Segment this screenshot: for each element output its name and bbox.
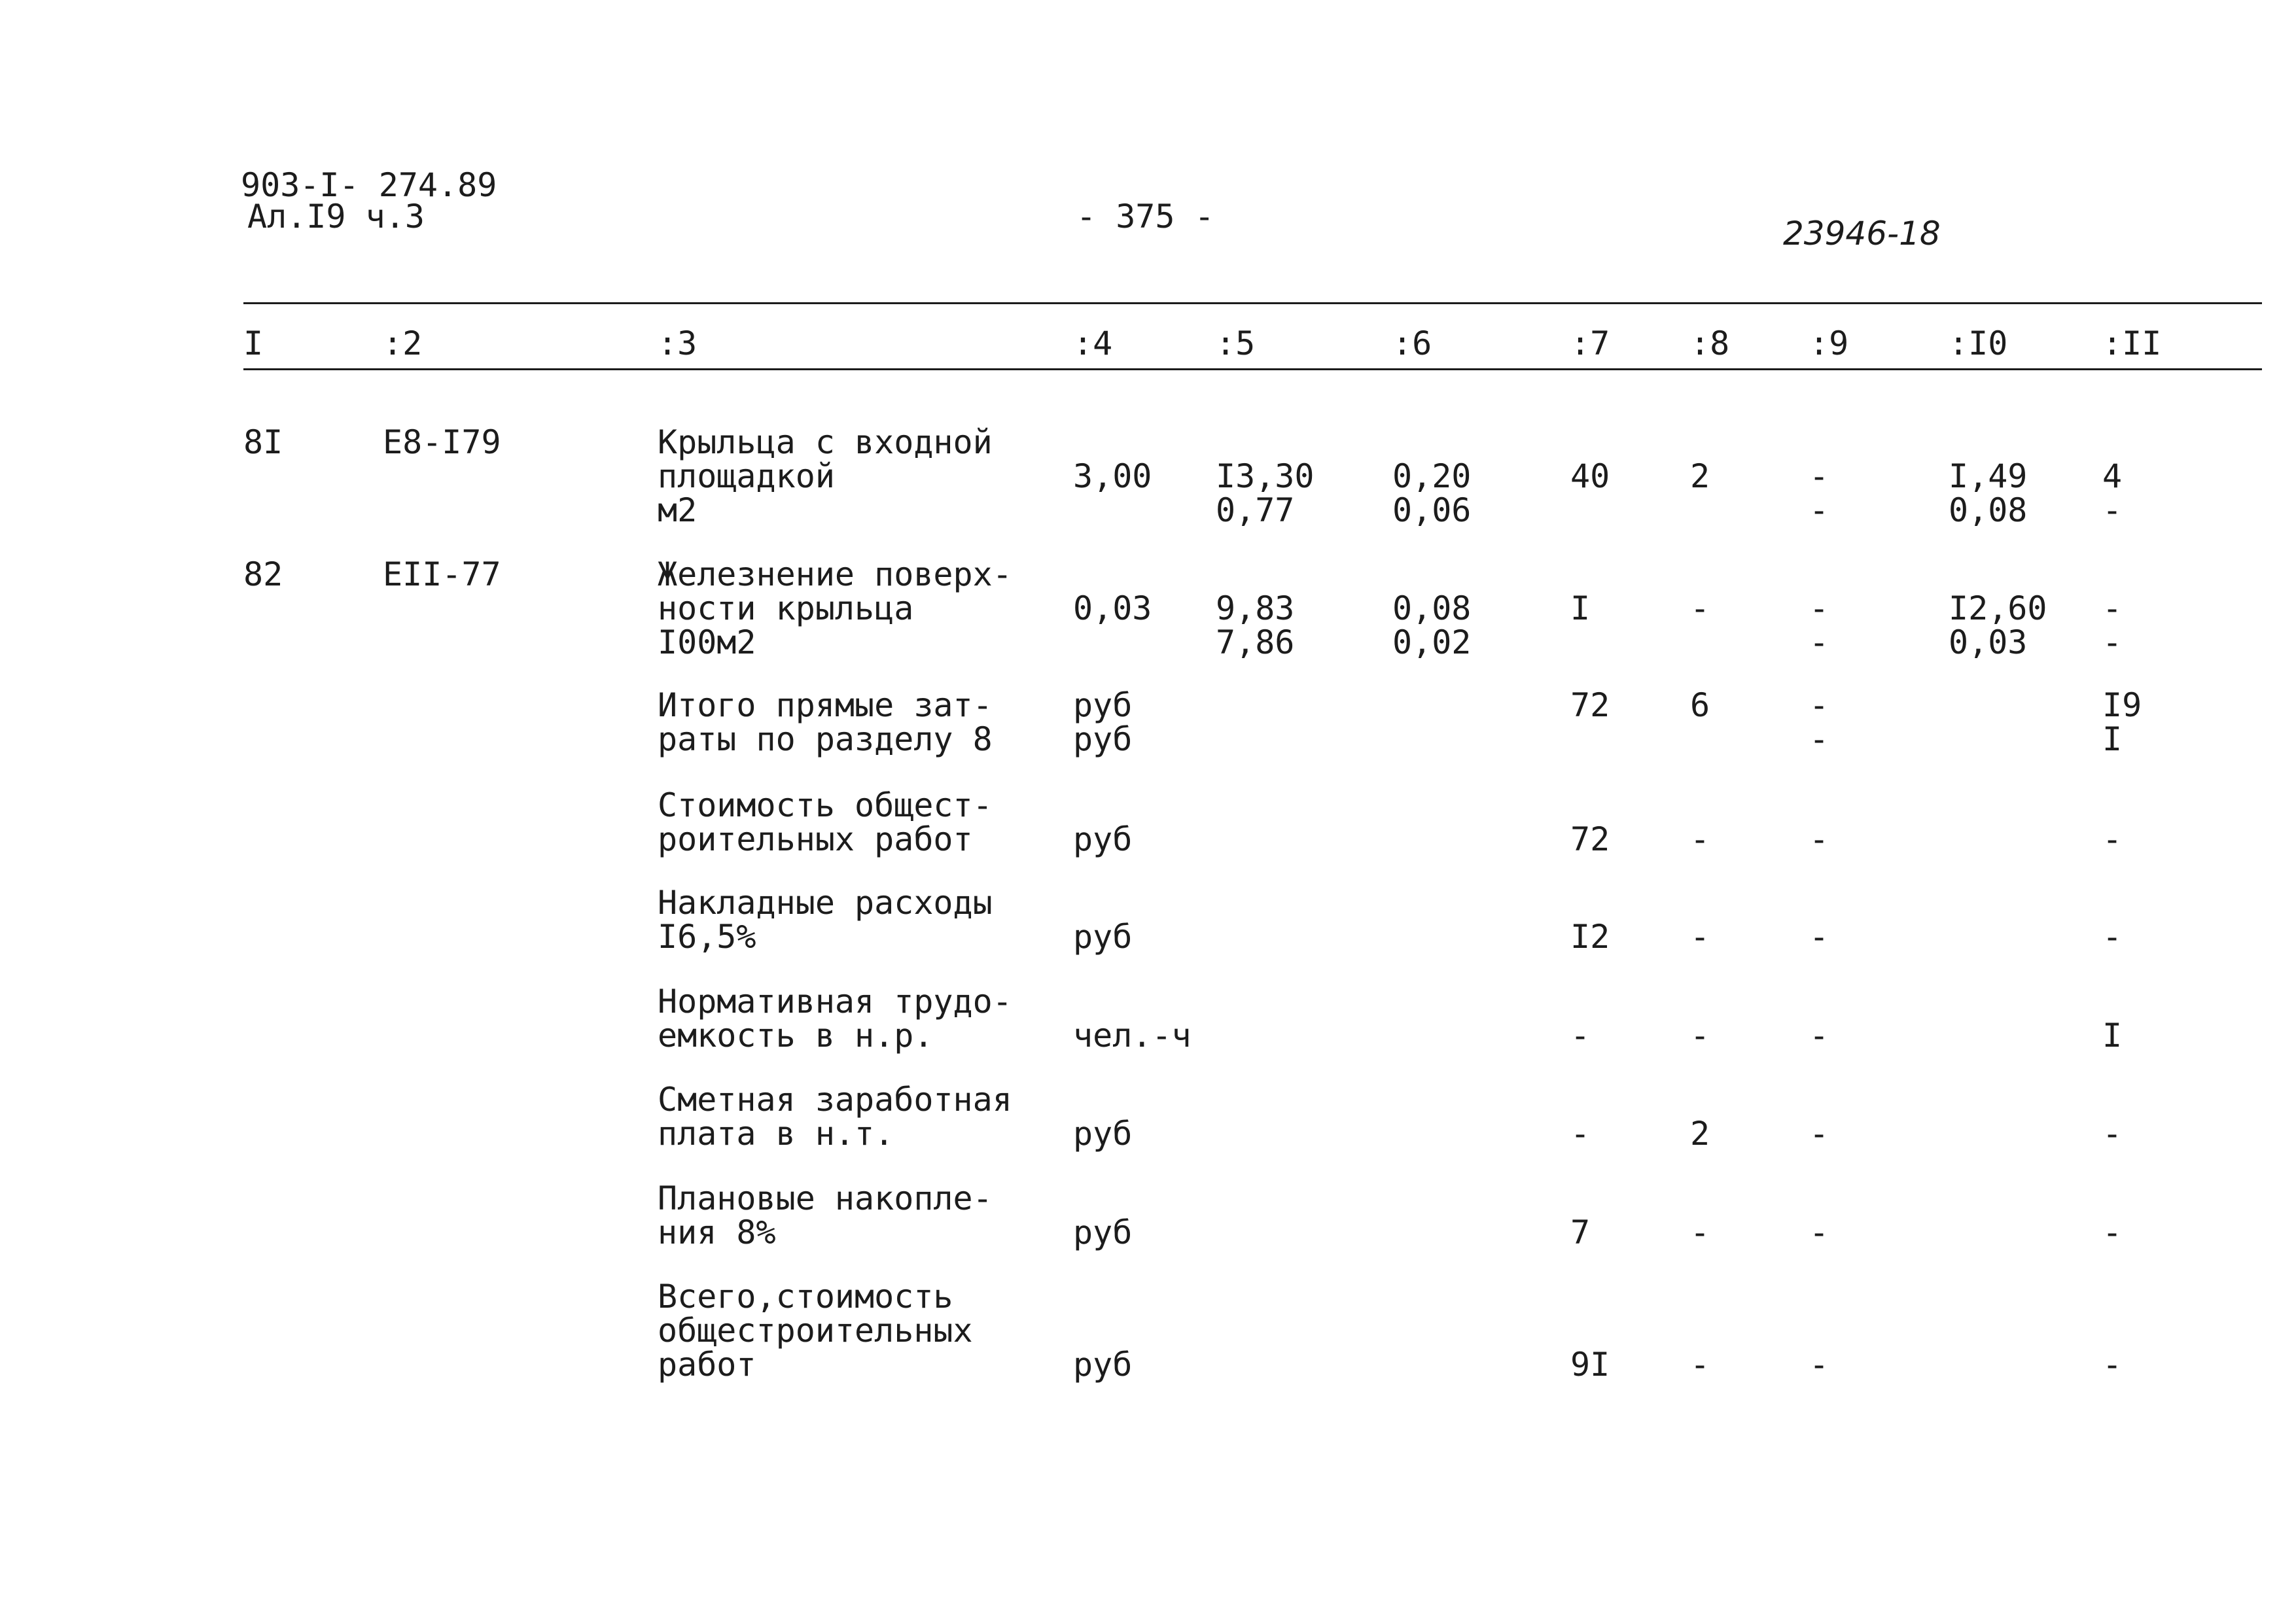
cell-r8-c9: - [1809, 1213, 1829, 1251]
cell-r5-c7: I2 [1570, 918, 1610, 956]
document-code: 903-I- 274.89 [241, 166, 497, 204]
cell-r1-c8: 2 [1690, 457, 1710, 495]
cell-r2-c9: - - [1809, 589, 1829, 661]
stamp-number: 23946-18 [1783, 215, 1941, 253]
cell-r3-c11: I9 I [2102, 686, 2142, 758]
column-header-9: :9 [1809, 324, 1849, 362]
cell-r7-c3: Сметная заработная плата в н.т. [658, 1081, 1012, 1153]
cell-r2-c8: - [1690, 589, 1710, 627]
column-header-3: :3 [658, 324, 698, 362]
cell-r4-c3: Стоимость общест- роительных работ [658, 786, 993, 858]
cell-r5-c3: Накладные расходы I6,5% [658, 884, 993, 956]
cell-r2-c6: 0,08 0,02 [1392, 589, 1472, 661]
cell-r9-c3: Всего,стоимость общестроительных работ [658, 1278, 973, 1384]
cell-r7-c7: - [1570, 1115, 1591, 1153]
cell-r3-c8: 6 [1690, 686, 1710, 724]
cell-r1-c5: I3,30 0,77 [1216, 457, 1315, 529]
page-number: - 375 - [1076, 198, 1214, 236]
cell-r1-c3: Крыльца с входной площадкой м2 [658, 423, 993, 529]
cell-r6-c11: I [2102, 1017, 2123, 1055]
cell-r7-c8: 2 [1690, 1115, 1710, 1153]
cell-r1-c9: - - [1809, 457, 1829, 529]
cell-r8-c3: Плановые накопле- ния 8% [658, 1179, 993, 1251]
cell-r7-c9: - [1809, 1115, 1829, 1153]
cell-r9-c11: - [2102, 1346, 2123, 1384]
cell-r6-c8: - [1690, 1017, 1710, 1055]
column-header-10: :I0 [1949, 324, 2008, 362]
column-header-11: :II [2102, 324, 2162, 362]
cell-r3-c4: руб руб [1073, 686, 1133, 758]
table-header-rule [243, 368, 2262, 370]
cell-r4-c11: - [2102, 820, 2123, 858]
cell-r2-c3: Железнение поверх- ности крыльца I00м2 [658, 555, 1012, 661]
cell-r1-c10: I,49 0,08 [1949, 457, 2028, 529]
column-header-5: :5 [1216, 324, 1256, 362]
cell-r4-c9: - [1809, 820, 1829, 858]
column-header-1: I [243, 324, 264, 362]
cell-r8-c11: - [2102, 1213, 2123, 1251]
cell-r2-c10: I2,60 0,03 [1949, 589, 2047, 661]
cell-r6-c3: Нормативная трудо- емкость в н.р. [658, 983, 1012, 1055]
cell-r7-c4: руб [1073, 1115, 1133, 1153]
column-header-2: :2 [383, 324, 423, 362]
column-header-6: :6 [1392, 324, 1432, 362]
cell-r1-c11: 4 - [2102, 457, 2123, 529]
table-top-rule [243, 302, 2262, 304]
cell-r2-c11: - - [2102, 589, 2123, 661]
album-reference: Ал.I9 ч.3 [247, 198, 425, 236]
cell-r5-c4: руб [1073, 918, 1133, 956]
cell-r2-c1: 82 [243, 555, 283, 593]
cell-r8-c4: руб [1073, 1213, 1133, 1251]
column-header-8: :8 [1690, 324, 1730, 362]
cell-r5-c8: - [1690, 918, 1710, 956]
cell-r5-c11: - [2102, 918, 2123, 956]
cell-r8-c8: - [1690, 1213, 1710, 1251]
cell-r7-c11: - [2102, 1115, 2123, 1153]
cell-r1-c2: Е8-I79 [383, 423, 501, 461]
cell-r4-c7: 72 [1570, 820, 1610, 858]
cell-r5-c9: - [1809, 918, 1829, 956]
cell-r9-c4: руб [1073, 1346, 1133, 1384]
cell-r9-c9: - [1809, 1346, 1829, 1384]
cell-r4-c8: - [1690, 820, 1710, 858]
cell-r2-c7: I [1570, 589, 1591, 627]
cell-r3-c7: 72 [1570, 686, 1610, 724]
column-header-7: :7 [1570, 324, 1610, 362]
cell-r3-c9: - - [1809, 686, 1829, 758]
column-header-4: :4 [1073, 324, 1113, 362]
cell-r1-c6: 0,20 0,06 [1392, 457, 1472, 529]
cell-r9-c8: - [1690, 1346, 1710, 1384]
cell-r1-c4: 3,00 [1073, 457, 1152, 495]
cell-r4-c4: руб [1073, 820, 1133, 858]
cell-r3-c3: Итого прямые зат- раты по разделу 8 [658, 686, 993, 758]
cell-r2-c5: 9,83 7,86 [1216, 589, 1295, 661]
cell-r6-c4: чел.-ч [1073, 1017, 1192, 1055]
cell-r8-c7: 7 [1570, 1213, 1591, 1251]
cell-r2-c4: 0,03 [1073, 589, 1152, 627]
cell-r6-c9: - [1809, 1017, 1829, 1055]
cell-r9-c7: 9I [1570, 1346, 1610, 1384]
cell-r2-c2: ЕII-77 [383, 555, 501, 593]
cell-r1-c7: 40 [1570, 457, 1610, 495]
cell-r6-c7: - [1570, 1017, 1591, 1055]
cell-r1-c1: 8I [243, 423, 283, 461]
